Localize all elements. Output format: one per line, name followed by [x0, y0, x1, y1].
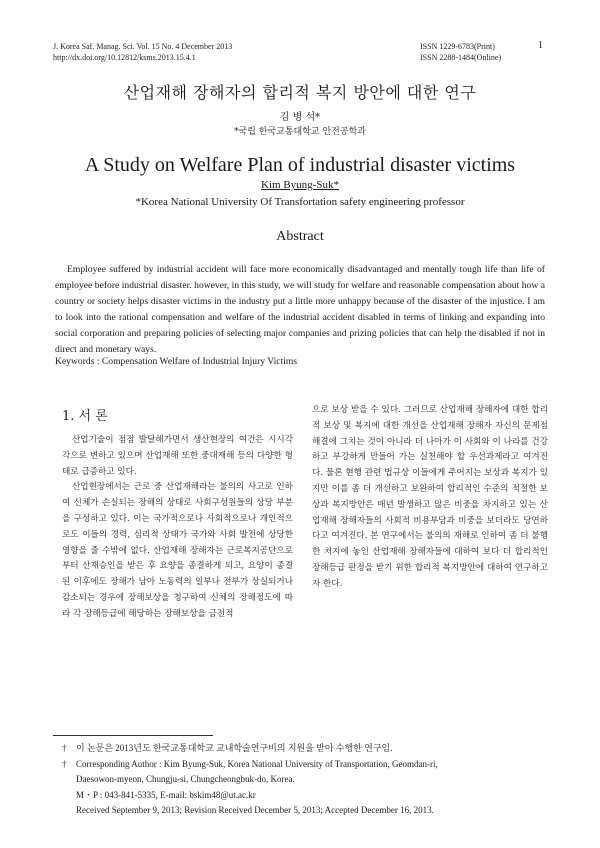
abstract-body: Employee suffered by industrial accident will face more economically disadvantaged and mentally tough life than life of employee before industrial disaster. however, in this study, we will study for welfare and reasonable compensation about how a country or society helps disaster victims in the industry put a little more unhappy because of the disaster of the injustice. I am to look into the rational compensation and welfare of the industrial accident disabled in terms of linking and expanding into social corporation and preparing policies of selecting major companies and prizing policies that can help the disabled if not in direct and monetary ways. [55, 264, 545, 355]
dagger-mark: † [62, 743, 67, 753]
section-heading: 1. 서 론 [62, 409, 108, 424]
keywords: Keywords : Compensation Welfare of Industrial Injury Victims [55, 356, 298, 367]
dagger-mark: † [62, 758, 67, 769]
footnote-rule [53, 735, 213, 736]
paragraph: 산업현장에서는 근로 중 산업재해라는 불의의 사고로 인하여 신체가 손실되는 장해의 상태로 사회구성원들의 상당 부분을 구성하고 있다. 이는 국가적으로나 사회적으로나 개인적으로도 이들의 경력, 심리적 상태가 국가와 사회 발전에 상당한 영향을 줄 수밖에 없다. 산업재해 장해자는 근로복지공단으로부터 산재승인을 받은 후 요양을 종결하게 되고, 요양이 종결된 이후에도 장해가 남아 노동력의 일부나 전부가 상실되거나 감소되는 경우에 장해보상을 청구하여 신체의 장해정도에 따라 각 장해등급에 해당하는 장해보상을 금전적 [62, 482, 293, 619]
korean-affiliation: *국립 한국교통대학교 안전공학과 [234, 127, 366, 137]
right-column [312, 403, 548, 593]
korean-title: 산업재해 장해자의 합리적 복지 방안에 대한 연구 [123, 83, 477, 102]
english-title: A Study on Welfare Plan of industrial disaster victims [84, 154, 516, 176]
english-affiliation: *Korea National University Of Transfortation safety engineering professor [135, 196, 465, 208]
doi-link[interactable]: http://dx.doi.org/10.12812/ksms.2013.15.4.1 [53, 53, 196, 62]
page-number: 1 [538, 40, 543, 51]
contact-info: M・P : 043-841-5335, E-mail: bskim48@ut.ac.kr [76, 789, 256, 800]
abstract-heading: Abstract [276, 229, 324, 244]
left-column [62, 433, 293, 623]
journal-citation: J. Korea Saf. Manag. Sci. Vol. 15 No. 4 December 2013 [53, 42, 233, 51]
corresponding-address: Daesowon-myeon, Chungju-si, Chungcheongbuk-do, Korea. [76, 774, 295, 784]
korean-author: 김 병 석* [279, 112, 321, 123]
corresponding-author: † Corresponding Author : Kim Byung-Suk, Korea National University of Transportation, Geomdan-ri, [62, 757, 548, 773]
paragraph: 으로 보상 받을 수 있다. 그러므로 산업재해 장해자에 대한 합리적 보상 및 복지에 대한 개선을 산업재해 장해자 자신의 문제점 해결에 그치는 것이 아니라 더 나아가 이 사회와 이 나라를 건강하고 부강하게 만들어 가는 실천해야 할 우선과제라고 여겨진다. 물론 현행 관련 법규상 이들에게 주어지는 보상과 복지가 있지만 이를 좀 더 개선하고 보완하여 합리적인 수준의 적절한 보상과 복지방안은 매년 발생하고 많은 비중을 차지하고 있는 산업재해 장해자들의 사회적 비용부담과 비중을 보더라도 당연하다고 여겨진다. 본 연구에서는 불의의 재해로 인하여 좀 더 불행한 처지에 놓인 산업재해 장해자들에 대하여 보다 더 합리적인 장해등급 판정을 받기 위한 합리적 복지방안에 대하여 연구하고자 한다. [312, 405, 548, 589]
paragraph: 산업기술이 점점 발달해가면서 생산현장의 여건은 시시각각으로 변하고 있으며 산업재해 또한 중대재해 등의 다양한 형태로 급증하고 있다. [62, 435, 293, 477]
received-dates: Received September 9, 2013; Revision Received December 5, 2013; Accepted December 16, 2013. [76, 805, 434, 815]
issn-print: ISSN 1229-6783(Print) [420, 42, 495, 51]
english-author: Kim Byung-Suk* [261, 179, 339, 191]
issn-online: ISSN 2288-1484(Online) [420, 53, 502, 62]
footnotes [62, 741, 548, 819]
funding-note: † 이 논문은 2013년도 한국교통대학교 교내학술연구비의 지원을 받아 수행한 연구임. [62, 741, 548, 757]
